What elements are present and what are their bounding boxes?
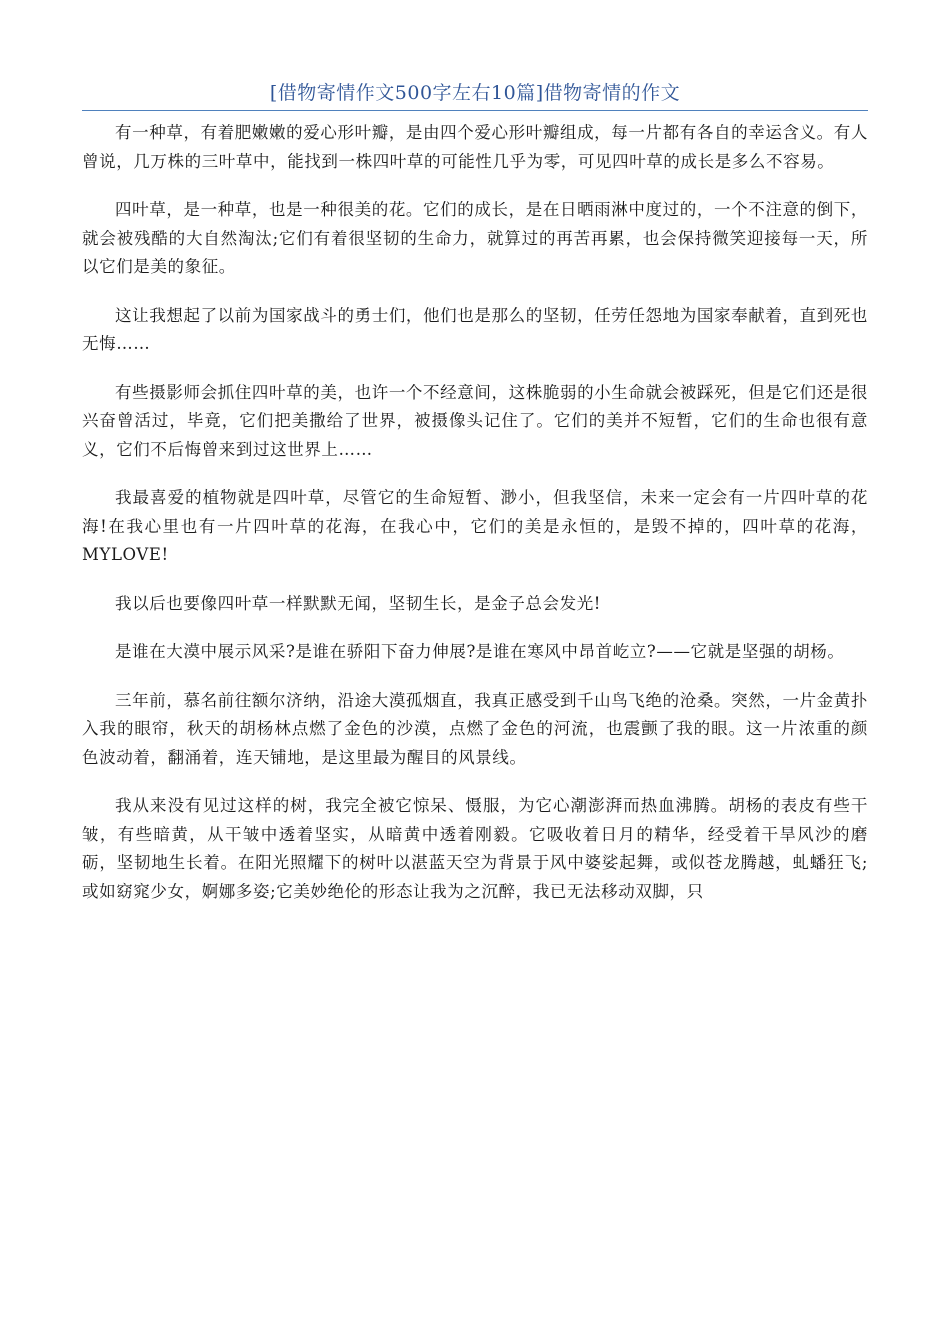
paragraph-1: 有一种草，有着肥嫩嫩的爱心形叶瓣，是由四个爱心形叶瓣组成，每一片都有各自的幸运含义。有人曾说，几万株的三叶草中，能找到一株四叶草的可能性几乎为零，可见四叶草的成长是多么不容易。 [82,123,868,171]
paragraph-6: 我以后也要像四叶草一样默默无闻，坚韧生长，是金子总会发光! [115,593,602,613]
paragraph-4: 有些摄影师会抓住四叶草的美，也许一个不经意间，这株脆弱的小生命就会被踩死，但是它们还是很兴奋曾活过，毕竟，它们把美撒给了世界，被摄像头记住了。它们的美并不短暂，它们的生命也很有意义，它们不后悔曾来到过这世界上…… [82,382,868,459]
paragraph-2: 四叶草，是一种草，也是一种很美的花。它们的成长，是在日晒雨淋中度过的，一个不注意的倒下，就会被残酷的大自然淘汰;它们有着很坚韧的生命力，就算过的再苦再累，也会保持微笑迎接每一天，所以它们是美的象征。 [82,200,868,276]
title-underline [82,110,868,111]
document-title: [借物寄情作文500字左右10篇]借物寄情的作文 [269,82,681,104]
paragraph-7: 是谁在大漠中展示风采?是谁在骄阳下奋力伸展?是谁在寒风中昂首屹立?——它就是坚强的胡杨。 [115,642,845,661]
document-page [82,78,868,926]
paragraph-3: 这让我想起了以前为国家战斗的勇士们，他们也是那么的坚韧，任劳任怨地为国家奉献着，直到死也无悔…… [82,305,868,353]
paragraph-9: 我从来没有见过这样的树，我完全被它惊呆、慑服，为它心潮澎湃而热血沸腾。胡杨的表皮有些干皱，有些暗黄，从干皱中透着坚实，从暗黄中透着刚毅。它吸收着日月的精华，经受着干旱风沙的磨砺，坚韧地生长着。在阳光照耀下的树叶以湛蓝天空为背景于风中婆娑起舞，或似苍龙腾越，虬蟠狂飞;或如窈窕少女，婀娜多姿;它美妙绝伦的形态让我为之沉醉，我已无法移动双脚，只 [82,796,868,901]
paragraph-5: 我最喜爱的植物就是四叶草，尽管它的生命短暂、渺小，但我坚信，未来一定会有一片四叶草的花海!在我心里也有一片四叶草的花海，在我心中，它们的美是永恒的，是毁不掉的，四叶草的花海，MYLOVE! [82,488,868,564]
paragraph-8: 三年前，慕名前往额尔济纳，沿途大漠孤烟直，我真正感受到千山鸟飞绝的沧桑。突然，一片金黄扑入我的眼帘，秋天的胡杨林点燃了金色的沙漠，点燃了金色的河流，也震颤了我的眼。这一片浓重的颜色波动着，翻涌着，连天铺地，是这里最为醒目的风景线。 [82,690,868,767]
